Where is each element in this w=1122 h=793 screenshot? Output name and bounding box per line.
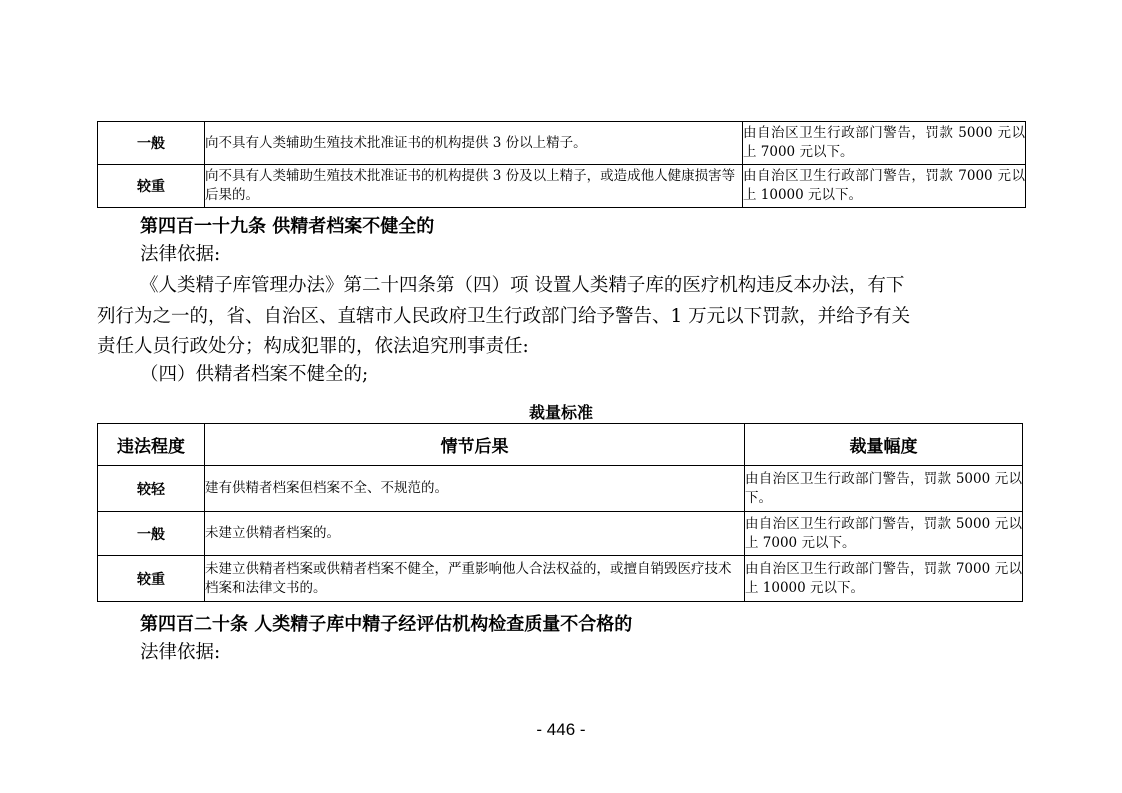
article-heading: 第四百一十九条 供精者档案不健全的: [140, 216, 435, 237]
penalty-cell: 由自治区卫生行政部门警告，罚款 5000 元以上 7000 元以下。: [743, 122, 1026, 165]
violation-level: 一般: [98, 122, 205, 165]
legal-basis-text: 《人类精子库管理办法》第二十四条第（四）项 设置人类精子库的医疗机构违反本办法，有下: [140, 275, 905, 296]
article-heading: 第四百二十条 人类精子库中精子经评估机构检查质量不合格的: [140, 614, 633, 635]
column-header-penalty: 裁量幅度: [745, 424, 1023, 466]
table-caption: 裁量标准: [528, 403, 593, 422]
discretion-standard-table: [97, 423, 1023, 602]
legal-item: （四）供精者档案不健全的;: [140, 364, 369, 385]
circumstance-cell: 向不具有人类辅助生殖技术批准证书的机构提供 3 份及以上精子，或造成他人健康损害等后果的。: [205, 165, 743, 208]
column-header-circumstance: 情节后果: [205, 424, 745, 466]
penalty-cell: 由自治区卫生行政部门警告，罚款 5000 元以上 7000 元以下。: [745, 512, 1023, 556]
table-header-row: [98, 424, 1023, 466]
circumstance-cell: 建有供精者档案但档案不全、不规范的。: [205, 466, 745, 512]
table-row: [98, 165, 1026, 208]
violation-level: 较轻: [98, 466, 205, 512]
table-row: [98, 122, 1026, 165]
circumstance-cell: 未建立供精者档案的。: [205, 512, 745, 556]
table-row: [98, 466, 1023, 512]
legal-basis-label: 法律依据:: [140, 244, 221, 265]
table-row: [98, 556, 1023, 602]
violation-level: 较重: [98, 165, 205, 208]
circumstance-cell: 向不具有人类辅助生殖技术批准证书的机构提供 3 份以上精子。: [205, 122, 743, 165]
violation-level: 较重: [98, 556, 205, 602]
penalty-cell: 由自治区卫生行政部门警告，罚款 7000 元以上 10000 元以下。: [745, 556, 1023, 602]
penalty-cell: 由自治区卫生行政部门警告，罚款 7000 元以上 10000 元以下。: [743, 165, 1026, 208]
violation-level: 一般: [98, 512, 205, 556]
legal-basis-label: 法律依据:: [140, 642, 221, 663]
circumstance-cell: 未建立供精者档案或供精者档案不健全，严重影响他人合法权益的，或擅自销毁医疗技术档案和法律文书的。: [205, 556, 745, 602]
page-number: - 446 -: [536, 720, 586, 739]
legal-basis-text: 列行为之一的，省、自治区、直辖市人民政府卫生行政部门给予警告、1 万元以下罚款，并给予有关: [97, 306, 911, 327]
table-row: [98, 512, 1023, 556]
penalty-table-continued: [97, 121, 1026, 208]
column-header-level: 违法程度: [98, 424, 205, 466]
legal-basis-text: 责任人员行政处分；构成犯罪的，依法追究刑事责任:: [97, 336, 529, 357]
penalty-cell: 由自治区卫生行政部门警告，罚款 5000 元以下。: [745, 466, 1023, 512]
